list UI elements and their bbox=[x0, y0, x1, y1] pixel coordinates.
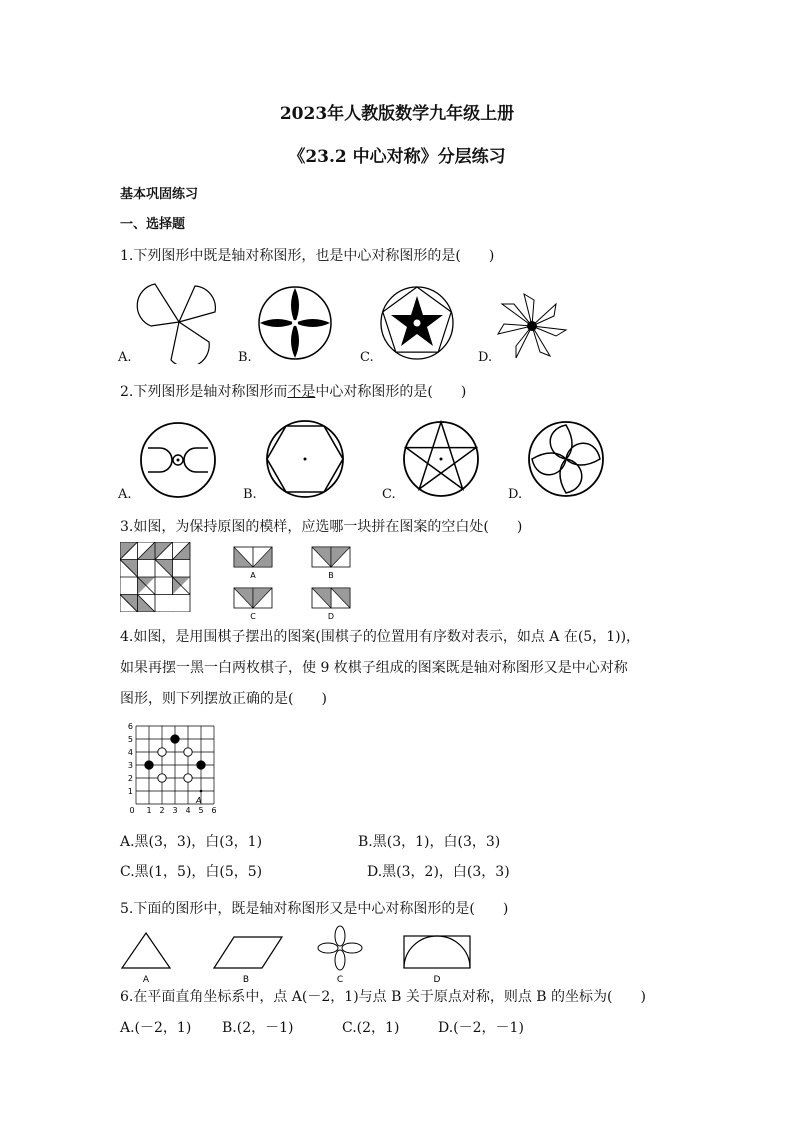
q3-piece-d-label: D bbox=[327, 612, 335, 621]
q4-stem-line2: 如果再摆一黑一白两枚棋子，使 9 枚棋子组成的图案既是轴对称图形又是中心对称 bbox=[120, 660, 628, 676]
x-tick-label: 2 bbox=[159, 806, 165, 815]
q2-stem-part2: 中心对称图形的是( ) bbox=[315, 384, 467, 400]
black-stone bbox=[197, 761, 205, 769]
q4-option-a: A.黑(3，3)，白(3，1) bbox=[120, 834, 263, 850]
document-title: 2023年人教版数学九年级上册 bbox=[279, 104, 515, 124]
q3-piece-d bbox=[310, 586, 352, 622]
q4-option-d: D.黑(3，2)，白(3，3) bbox=[367, 864, 510, 880]
q2-stem-part1: 2.下列图形是轴对称图形而 bbox=[120, 384, 288, 400]
white-stone bbox=[158, 748, 166, 756]
x-tick-label: 3 bbox=[172, 806, 178, 815]
q6-option-a: A.(－2，1) bbox=[120, 1020, 192, 1036]
q6-option-b: B.(2，－1) bbox=[222, 1020, 294, 1036]
x-tick-label: 0 bbox=[129, 806, 135, 815]
q2-option-b: B. bbox=[243, 487, 257, 502]
q1-fig-a-pinwheel bbox=[135, 282, 217, 364]
q6-option-c: C.(2，1) bbox=[342, 1020, 400, 1036]
q3-piece-b bbox=[310, 545, 352, 581]
y-tick-label: 2 bbox=[127, 774, 133, 783]
y-tick-label: 6 bbox=[127, 722, 133, 731]
q5-label-b: B bbox=[242, 975, 250, 985]
q2-stem-emphasis: 不是 bbox=[287, 384, 316, 400]
point-a-marker bbox=[200, 790, 203, 793]
q4-stem-line3: 图形，则下列摆放正确的是( ) bbox=[120, 691, 327, 707]
q4-option-b: B.黑(3，1)，白(3，3) bbox=[358, 834, 501, 850]
q3-stem: 3.如图，为保持原图的模样，应选哪一块拼在图案的空白处( ) bbox=[120, 519, 523, 535]
q2-option-d: D. bbox=[508, 487, 523, 502]
y-tick-label: 1 bbox=[127, 787, 133, 796]
q5-label-a: A bbox=[142, 975, 150, 985]
q2-fig-b-hexagon bbox=[264, 418, 346, 500]
y-tick-label: 3 bbox=[127, 761, 133, 770]
q1-stem: 1.下列图形中既是轴对称图形，也是中心对称图形的是( ) bbox=[120, 248, 495, 264]
section-heading: 基本巩固练习 bbox=[120, 187, 199, 202]
y-tick-label: 4 bbox=[127, 748, 133, 757]
part-heading: 一、选择题 bbox=[120, 217, 186, 232]
q5-fig-a-triangle bbox=[118, 930, 174, 986]
q5-fig-d-semicircle bbox=[400, 932, 474, 986]
x-tick-label: 1 bbox=[146, 806, 152, 815]
q3-piece-a-label: A bbox=[250, 571, 256, 580]
q1-fig-d-windmill bbox=[494, 290, 570, 362]
y-tick-label: 5 bbox=[127, 735, 133, 744]
q4-go-board-grid bbox=[122, 722, 222, 818]
q4-point-a-label: A bbox=[196, 796, 202, 805]
q3-pattern-grid bbox=[120, 542, 194, 612]
q5-fig-c-four-leaf bbox=[314, 924, 366, 986]
q1-option-a: A. bbox=[118, 350, 132, 365]
black-stone bbox=[171, 735, 179, 743]
q2-option-c: C. bbox=[382, 487, 396, 502]
q3-piece-b-label: B bbox=[328, 571, 334, 580]
q3-piece-c bbox=[232, 586, 274, 622]
x-tick-label: 5 bbox=[198, 806, 204, 815]
document-subtitle: 《23.2 中心对称》分层练习 bbox=[288, 147, 506, 167]
white-stone bbox=[184, 774, 192, 782]
black-stone bbox=[145, 761, 153, 769]
white-stone bbox=[184, 748, 192, 756]
q5-label-c: C bbox=[336, 975, 344, 985]
q1-option-b: B. bbox=[238, 350, 252, 365]
q3-piece-c-label: C bbox=[250, 612, 256, 621]
q4-option-c: C.黑(1，5)，白(5，5) bbox=[120, 864, 263, 880]
q1-fig-b-flower bbox=[256, 284, 334, 362]
q2-option-a: A. bbox=[118, 487, 132, 502]
x-tick-label: 4 bbox=[185, 806, 191, 815]
x-tick-label: 6 bbox=[211, 806, 217, 815]
q6-option-d: D.(－2，－1) bbox=[438, 1020, 524, 1036]
q2-fig-a-circle-slots bbox=[138, 420, 218, 500]
white-stone bbox=[158, 774, 166, 782]
q5-label-d: D bbox=[433, 975, 441, 985]
q1-option-d: D. bbox=[478, 350, 493, 365]
q3-piece-a bbox=[232, 545, 274, 581]
q2-stem bbox=[120, 383, 466, 401]
q1-option-c: C. bbox=[360, 350, 374, 365]
q6-stem: 6.在平面直角坐标系中，点 A(－2，1)与点 B 关于原点对称，则点 B 的坐标为( ) bbox=[120, 989, 646, 1005]
q2-fig-c-pentagram bbox=[402, 418, 480, 498]
q1-fig-c-star-pentagon bbox=[378, 284, 456, 362]
q2-fig-d-petals bbox=[527, 420, 605, 498]
q5-stem: 5.下面的图形中，既是轴对称图形又是中心对称图形的是( ) bbox=[120, 901, 509, 917]
q4-stem-line1: 4.如图，是用围棋子摆出的图案(围棋子的位置用有序数对表示，如点 A 在(5，1))， bbox=[120, 629, 641, 645]
q5-fig-b-parallelogram bbox=[212, 930, 284, 986]
